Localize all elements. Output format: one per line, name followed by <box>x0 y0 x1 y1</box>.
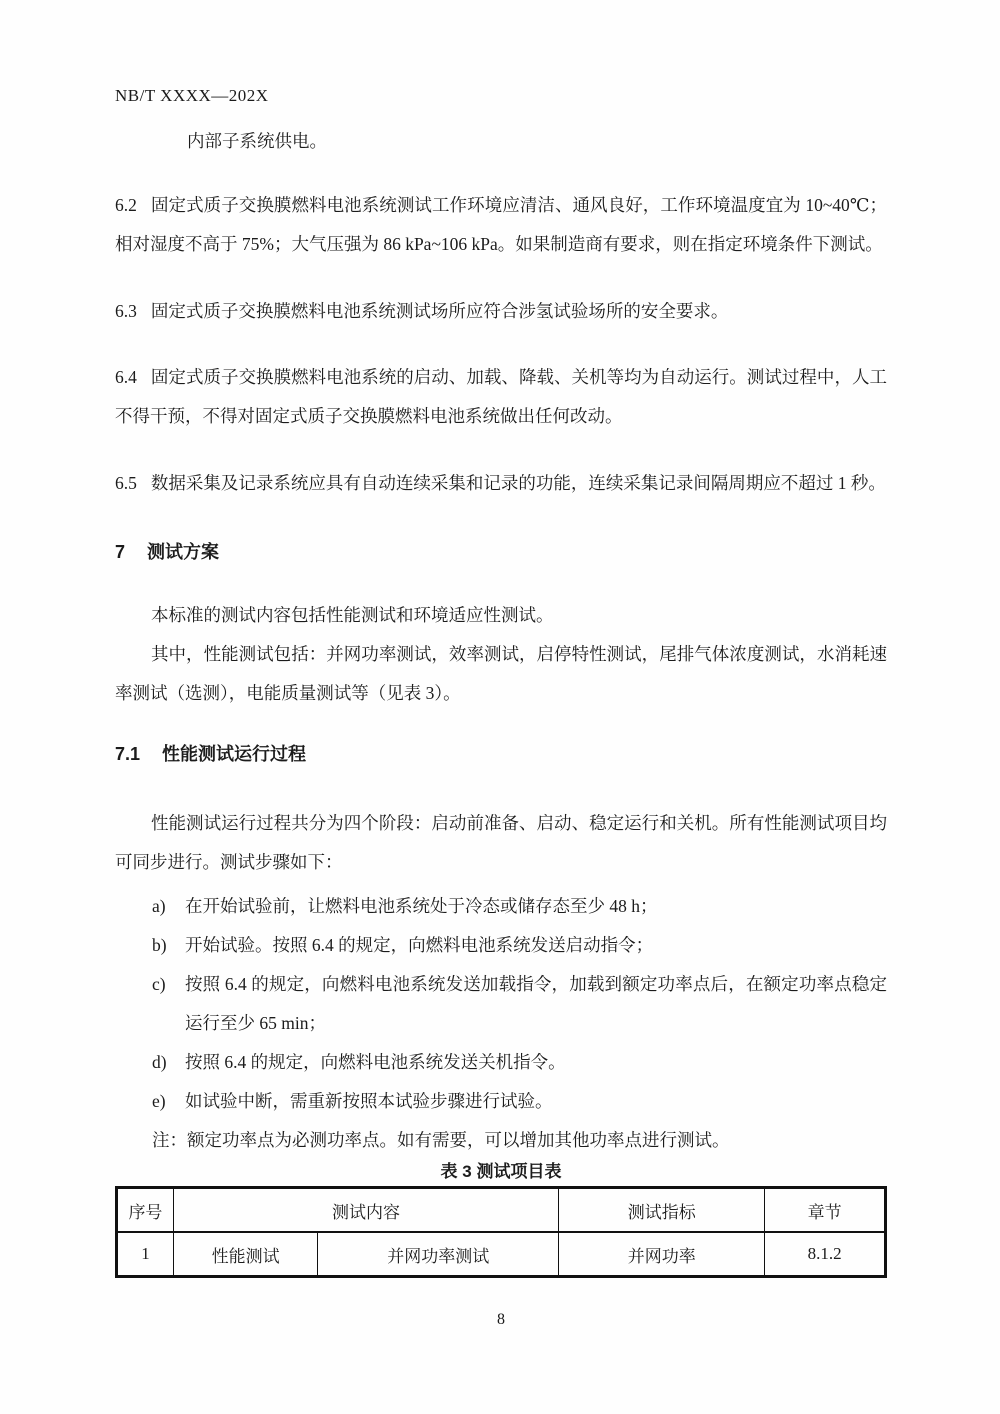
clause-6-5 <box>115 464 887 503</box>
list-item-label: e) <box>152 1091 166 1111</box>
clause-number: 6.5 <box>115 473 137 493</box>
clause-text: 固定式质子交换膜燃料电池系统测试工作环境应清洁、通风良好，工作环境温度宜为 10~40℃；相对湿度不高于 75%；大气压强为 86 kPa~106 kPa。如果制造商有要求，则在指定环境条件下测试。 <box>115 195 887 254</box>
list-item-d <box>115 1043 887 1082</box>
list-item-text: 在开始试验前，让燃料电池系统处于冷态或储存态至少 48 h； <box>185 896 658 916</box>
clause-text: 固定式质子交换膜燃料电池系统测试场所应符合涉氢试验场所的安全要求。 <box>150 301 729 321</box>
list-item-text: 按照 6.4 的规定，向燃料电池系统发送关机指令。 <box>185 1052 566 1072</box>
page-number: 8 <box>497 1311 505 1328</box>
clause-text: 固定式质子交换膜燃料电池系统的启动、加载、降载、关机等均为自动运行。测试过程中，人工不得干预，不得对固定式质子交换膜燃料电池系统做出任何改动。 <box>115 367 887 426</box>
clause-number: 6.2 <box>115 195 137 215</box>
section-title: 性能测试运行过程 <box>162 744 307 764</box>
list-item-label: a) <box>152 896 166 916</box>
table-row <box>117 1232 886 1277</box>
paragraph-run-process: 性能测试运行过程共分为四个阶段：启动前准备、启动、稳定运行和关机。所有性能测试项目均可同步进行。测试步骤如下： <box>115 813 887 872</box>
table-cell-seq: 1 <box>117 1232 174 1277</box>
section-number: 7.1 <box>115 744 141 764</box>
table-header-content: 测试内容 <box>173 1188 558 1233</box>
clause-number: 6.3 <box>115 301 137 321</box>
clause-number: 6.4 <box>115 367 137 387</box>
table-header-row <box>117 1188 886 1233</box>
intro-continuation-line: 内部子系统供电。 <box>187 131 327 151</box>
note-paragraph: 注：额定功率点为必测功率点。如有需要，可以增加其他功率点进行测试。 <box>152 1130 730 1150</box>
clause-6-2 <box>115 186 887 264</box>
table-header-indicator: 测试指标 <box>559 1188 765 1233</box>
list-item-text: 开始试验。按照 6.4 的规定，向燃料电池系统发送启动指令； <box>185 935 654 955</box>
list-item-a <box>115 887 887 926</box>
table-caption: 表 3 测试项目表 <box>440 1162 562 1181</box>
table-header-chapter: 章节 <box>765 1188 886 1233</box>
list-item-label: b) <box>152 935 167 955</box>
table-header-seq: 序号 <box>117 1188 174 1233</box>
list-item-label: d) <box>152 1052 167 1072</box>
list-item-text: 按照 6.4 的规定，向燃料电池系统发送加载指令，加载到额定功率点后，在额定功率点稳定运行至少 65 min； <box>185 974 887 1033</box>
test-step-list <box>115 887 887 1121</box>
table-cell-category: 性能测试 <box>173 1232 318 1277</box>
table-cell-indicator: 并网功率 <box>559 1232 765 1277</box>
list-item-c <box>115 965 887 1043</box>
paragraph-test-scope: 本标准的测试内容包括性能测试和环境适应性测试。 <box>151 605 554 625</box>
section-title: 测试方案 <box>147 542 220 562</box>
clause-6-3 <box>115 292 887 331</box>
section-number: 7 <box>115 542 126 562</box>
test-items-table <box>115 1186 887 1278</box>
table-cell-test: 并网功率测试 <box>318 1232 559 1277</box>
document-header: NB/T XXXX—202X <box>115 86 269 105</box>
paragraph-test-items: 其中，性能测试包括：并网功率测试，效率测试，启停特性测试，尾排气体浓度测试，水消耗速率测试（选测），电能质量测试等（见表 3）。 <box>115 644 887 703</box>
clause-text: 数据采集及记录系统应具有自动连续采集和记录的功能，连续采集记录间隔周期应不超过 1 秒。 <box>150 473 886 493</box>
list-item-e <box>115 1082 887 1121</box>
list-item-b <box>115 926 887 965</box>
table-cell-chapter: 8.1.2 <box>765 1232 886 1277</box>
section-heading-7 <box>115 533 887 572</box>
section-heading-7-1 <box>115 735 887 774</box>
list-item-label: c) <box>152 974 166 994</box>
clause-6-4 <box>115 358 887 436</box>
list-item-text: 如试验中断，需重新按照本试验步骤进行试验。 <box>185 1091 553 1111</box>
